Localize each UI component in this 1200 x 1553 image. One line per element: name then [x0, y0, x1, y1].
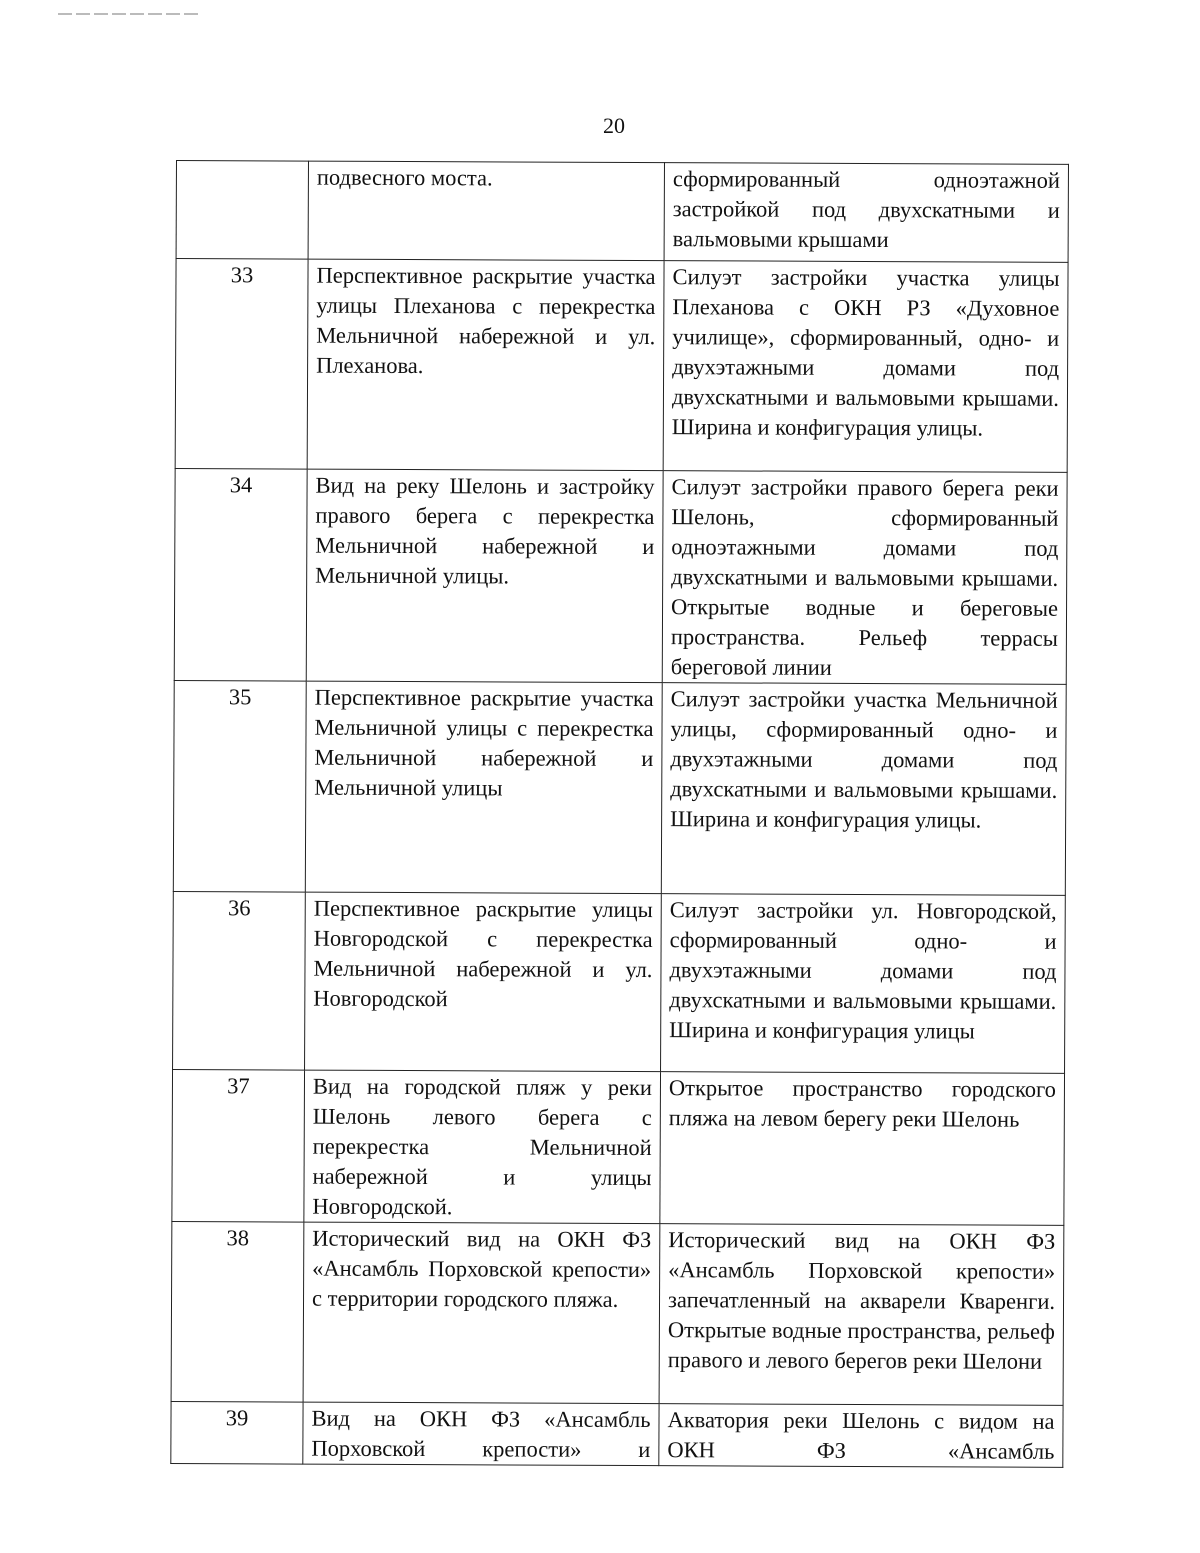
view-points-table	[170, 160, 1069, 1468]
row-number: 33	[175, 259, 308, 470]
description-cell: Исторический вид на ОКН ФЗ «Ансамбль Порховской крепости» запечатленный на акварели Кваренги. Открытые водные пространства, рельеф правого и левого берегов реки Шелони	[659, 1224, 1064, 1406]
table-row	[174, 468, 1067, 684]
table-row	[173, 680, 1066, 895]
view-cell: подвесного моста.	[308, 161, 664, 261]
row-number: 36	[173, 891, 306, 1070]
table-row	[172, 1069, 1065, 1225]
description-cell: Силуэт застройки ул. Новгородской, сформированный одно- и двухэтажными домами под двухскатными и вальмовыми крышами. Ширина и конфигурация улицы	[661, 894, 1066, 1074]
page-number: 20	[603, 113, 625, 138]
description-cell: Силуэт застройки участка Мельничной улицы, сформированный одно- и двухэтажными домами под двухскатными и вальмовыми крышами. Ширина и конфигурация улицы.	[661, 683, 1066, 896]
table-row	[176, 161, 1068, 263]
row-number: 34	[174, 468, 307, 681]
table-row	[175, 259, 1068, 473]
row-number	[176, 161, 308, 260]
description-cell: Открытое пространство городского пляжа на левом берегу реки Шелонь	[660, 1072, 1065, 1226]
row-number: 39	[171, 1401, 303, 1464]
row-number: 38	[171, 1221, 304, 1402]
table-row	[171, 1221, 1064, 1405]
view-cell: Исторический вид на ОКН ФЗ «Ансамбль Порховской крепости» с территории городского пляжа.	[303, 1222, 660, 1404]
table-row	[173, 891, 1066, 1073]
view-cell: Вид на городской пляж у реки Шелонь левого берега с перекрестка Мельничной набережной и улицы Новгородской.	[304, 1070, 661, 1224]
description-cell: Акватория реки Шелонь с видом на ОКН ФЗ «Ансамбль	[659, 1404, 1063, 1468]
description-cell: Силуэт застройки участка улицы Плеханова с ОКН РЗ «Духовное училище», сформированный, одно- и двухэтажными домами под двухскатными и вальмовыми крышами. Ширина и конфигурация улицы.	[663, 261, 1068, 473]
view-cell: Перспективное раскрытие улицы Новгородской с перекрестка Мельничной набережной и ул. Новгородской	[305, 892, 662, 1072]
view-cell: Перспективное раскрытие участка Мельничной улицы с перекрестка Мельничной набережной и Мельничной улицы	[305, 681, 662, 894]
view-cell: Перспективное раскрытие участка улицы Плеханова с перекрестка Мельничной набережной и ул. Плеханова.	[307, 259, 664, 471]
view-cell: Вид на реку Шелонь и застройку правого берега с перекрестка Мельничной набережной и Мельничной улицы.	[306, 469, 663, 683]
scan-artifact	[58, 13, 198, 15]
row-number: 37	[172, 1069, 305, 1222]
table-row	[171, 1401, 1063, 1467]
description-cell: Силуэт застройки правого берега реки Шелонь, сформированный одноэтажными домами под двухскатными и вальмовыми крышами. Открытые водные и береговые пространства. Рельеф террасы береговой линии	[662, 471, 1067, 685]
description-cell: сформированный одноэтажной застройкой под двухскатными и вальмовыми крышами	[664, 163, 1068, 263]
row-number: 35	[173, 680, 306, 892]
view-cell: Вид на ОКН ФЗ «Ансамбль Порховской крепости» и	[303, 1402, 659, 1466]
